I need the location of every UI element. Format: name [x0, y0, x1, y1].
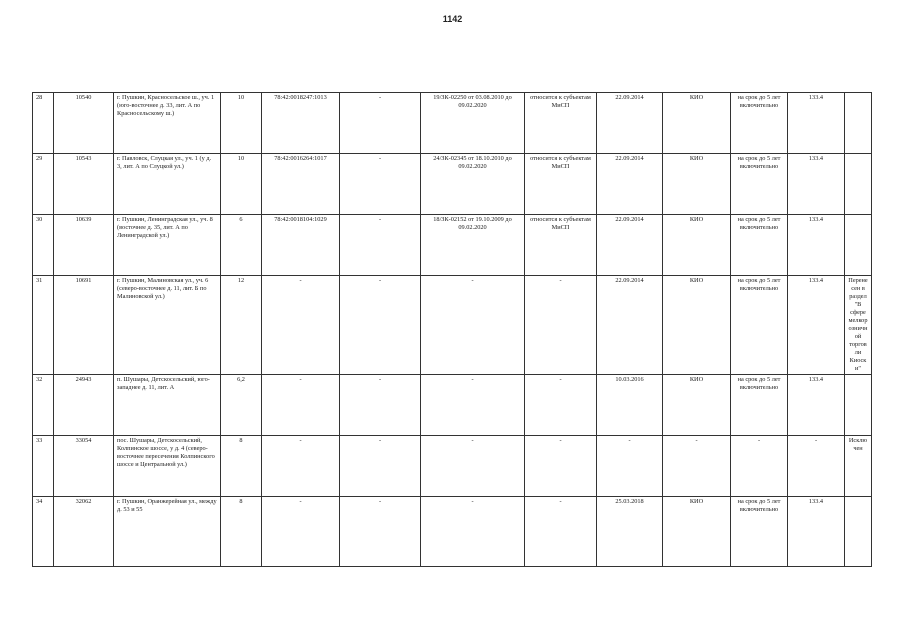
registry-body — [33, 93, 872, 567]
cell-note: Исключен — [845, 436, 872, 497]
cell-area: 10 — [221, 154, 262, 215]
cell-term: на срок до 5 лет включительно — [731, 93, 788, 154]
cell-area: 12 — [221, 276, 262, 375]
cell-term: на срок до 5 лет включительно — [731, 375, 788, 436]
cell-organization: КИО — [663, 375, 731, 436]
cell-code: 133.4 — [788, 215, 845, 276]
cell-object-id: 10691 — [54, 276, 114, 375]
cell-date: 10.03.2016 — [597, 375, 663, 436]
cell-contract: - — [421, 497, 525, 567]
cell-extra: - — [340, 154, 421, 215]
cell-term: на срок до 5 лет включительно — [731, 154, 788, 215]
cell-extra: - — [340, 93, 421, 154]
cell-date: 25.03.2018 — [597, 497, 663, 567]
cell-contract: 18/ЗК-02152 от 19.10.2009 до 09.02.2020 — [421, 215, 525, 276]
page-number: 1142 — [442, 14, 463, 24]
table-row — [33, 375, 872, 436]
cell-cadastral-number: - — [262, 436, 340, 497]
cell-area: 8 — [221, 436, 262, 497]
cell-category: - — [525, 497, 597, 567]
cell-area: 8 — [221, 497, 262, 567]
cell-code: 133.4 — [788, 497, 845, 567]
cell-object-id: 10540 — [54, 93, 114, 154]
cell-contract: - — [421, 436, 525, 497]
cell-object-id: 32062 — [54, 497, 114, 567]
cell-extra: - — [340, 436, 421, 497]
cell-area: 10 — [221, 93, 262, 154]
cell-category: - — [525, 375, 597, 436]
cell-cadastral-number: - — [262, 375, 340, 436]
cell-term: на срок до 5 лет включительно — [731, 497, 788, 567]
cell-category: - — [525, 436, 597, 497]
cell-row-number: 34 — [33, 497, 54, 567]
cell-address: г. Пушкин, Красносельское ш., уч. 1 (юго-восточнее д. 33, лит. А по Красносельскому ш.) — [114, 93, 221, 154]
cell-area: 6,2 — [221, 375, 262, 436]
cell-date: 22.09.2014 — [597, 154, 663, 215]
cell-note — [845, 215, 872, 276]
table-row — [33, 436, 872, 497]
cell-object-id: 10543 — [54, 154, 114, 215]
cell-address: г. Павловск, Слуцкая ул., уч. 1 (у д. 3, лит. А по Слуцкой ул.) — [114, 154, 221, 215]
cell-row-number: 33 — [33, 436, 54, 497]
cell-organization: - — [663, 436, 731, 497]
cell-category: относится к субъектам МиСП — [525, 215, 597, 276]
cell-cadastral-number: 78:42:0016264:1017 — [262, 154, 340, 215]
cell-category: - — [525, 276, 597, 375]
table-row — [33, 154, 872, 215]
cell-date: - — [597, 436, 663, 497]
cell-cadastral-number: - — [262, 276, 340, 375]
cell-note — [845, 154, 872, 215]
cell-address: п. Шушары, Детскосельский, юго-западнее д. 11, лит. А — [114, 375, 221, 436]
cell-organization: КИО — [663, 154, 731, 215]
cell-date: 22.09.2014 — [597, 93, 663, 154]
cell-address: г. Пушкин, Оранжерейная ул., между д. 53 и 55 — [114, 497, 221, 567]
cell-object-id: 10639 — [54, 215, 114, 276]
cell-extra: - — [340, 215, 421, 276]
cell-address: г. Пушкин, Ленинградская ул., уч. 8 (восточнее д. 35, лит. А по Ленинградской ул.) — [114, 215, 221, 276]
cell-date: 22.09.2014 — [597, 215, 663, 276]
cell-contract: 19/ЗК-02250 от 03.08.2010 до 09.02.2020 — [421, 93, 525, 154]
table-row — [33, 276, 872, 375]
cell-extra: - — [340, 276, 421, 375]
cell-row-number: 29 — [33, 154, 54, 215]
cell-address: г. Пушкин, Малиновская ул., уч. 6 (северо-восточнее д. 11, лит. Б по Малиновской ул.) — [114, 276, 221, 375]
cell-cadastral-number: 78:42:0018104:1029 — [262, 215, 340, 276]
cell-organization: КИО — [663, 93, 731, 154]
cell-note — [845, 375, 872, 436]
cell-row-number: 32 — [33, 375, 54, 436]
cell-row-number: 30 — [33, 215, 54, 276]
cell-organization: КИО — [663, 497, 731, 567]
cell-extra: - — [340, 375, 421, 436]
cell-term: на срок до 5 лет включительно — [731, 215, 788, 276]
table-row — [33, 93, 872, 154]
cell-term: - — [731, 436, 788, 497]
cell-organization: КИО — [663, 276, 731, 375]
cell-category: относится к субъектам МиСП — [525, 154, 597, 215]
cell-contract: - — [421, 375, 525, 436]
cell-category: относится к субъектам МиСП — [525, 93, 597, 154]
cell-object-id: 33054 — [54, 436, 114, 497]
cell-term: на срок до 5 лет включительно — [731, 276, 788, 375]
cell-cadastral-number: - — [262, 497, 340, 567]
cell-code: - — [788, 436, 845, 497]
cell-contract: - — [421, 276, 525, 375]
cell-code: 133.4 — [788, 154, 845, 215]
cell-code: 133.4 — [788, 375, 845, 436]
cell-note — [845, 497, 872, 567]
cell-date: 22.09.2014 — [597, 276, 663, 375]
table-row — [33, 497, 872, 567]
cell-row-number: 28 — [33, 93, 54, 154]
cell-note — [845, 93, 872, 154]
cell-cadastral-number: 78:42:0018247:1013 — [262, 93, 340, 154]
cell-row-number: 31 — [33, 276, 54, 375]
cell-note: Перенесен в раздел "В сфере мелкорозничной торговли Киоски" — [845, 276, 872, 375]
cell-organization: КИО — [663, 215, 731, 276]
cell-area: 6 — [221, 215, 262, 276]
cell-address: пос. Шушары, Детскосельский, Колпинское шоссе, у д. 4 (северо-восточнее пересечения Колпинского шоссе и Центральной ул.) — [114, 436, 221, 497]
cell-extra: - — [340, 497, 421, 567]
cell-object-id: 24943 — [54, 375, 114, 436]
cell-contract: 24/ЗК-02345 от 18.10.2010 до 09.02.2020 — [421, 154, 525, 215]
registry-table — [32, 92, 872, 567]
cell-code: 133.4 — [788, 93, 845, 154]
table-row — [33, 215, 872, 276]
cell-code: 133.4 — [788, 276, 845, 375]
